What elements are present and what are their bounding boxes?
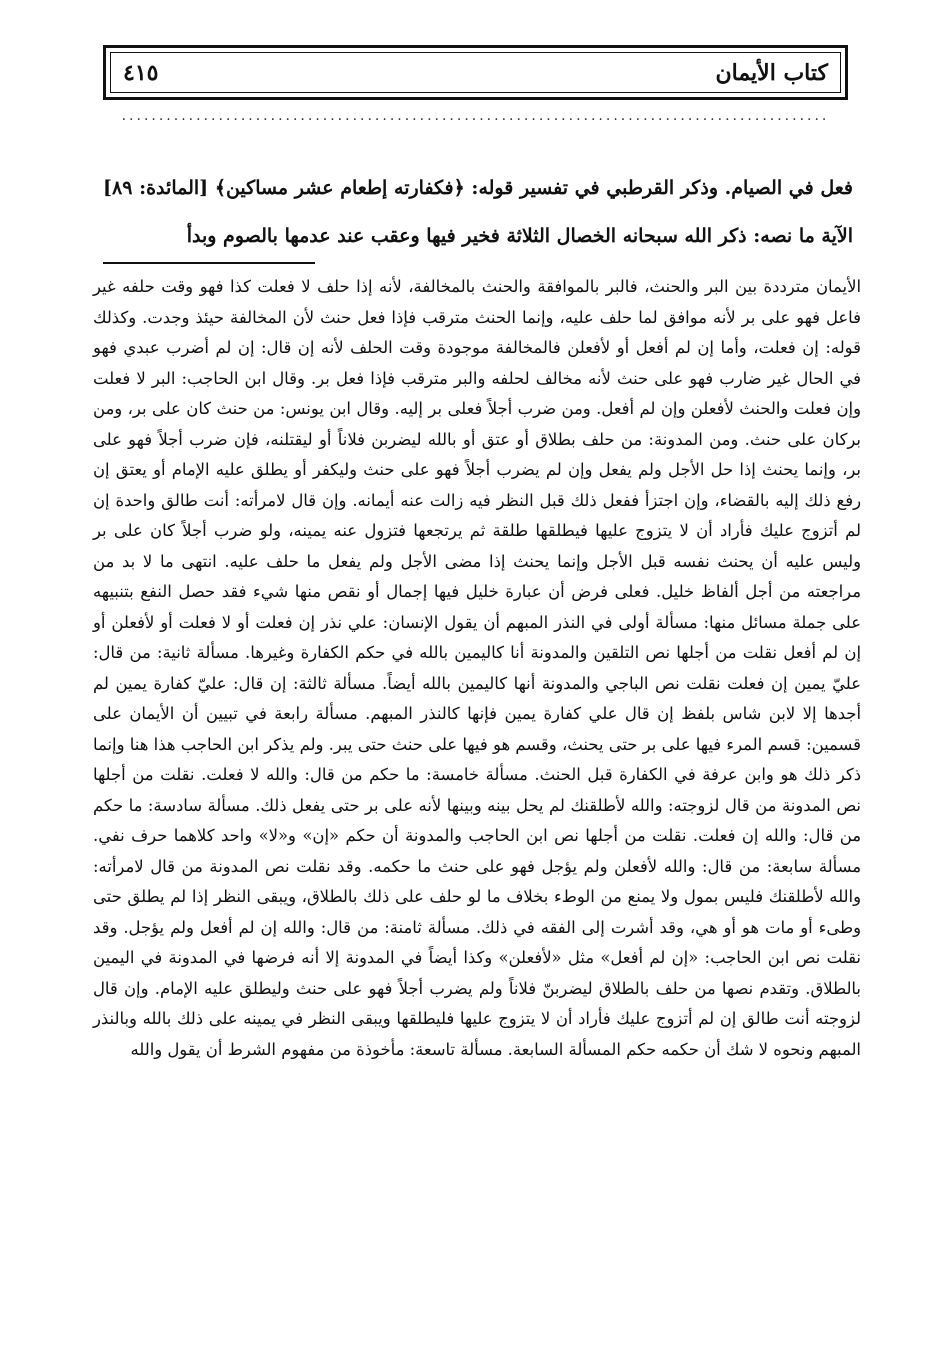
page-number: ٤١٥ [123,59,159,86]
running-header [103,45,848,100]
book-title: كتاب الأيمان [715,59,828,86]
footnote-text: الأيمان مترددة بين البر والحنث، فالبر بالموافقة والحنث بالمخالفة، لأنه إذا حلف لا فعلت كذا فهو وقت حلفه غير فاعل فهو على بر لأنه موافق لما حلف عليه، وإنما الحنث مترقب فإذا فعل حنث لأن المخالفة حيئذ وجدت. وكذلك قوله: إن فعلت، وأما إن لم أفعل أو لأفعلن فالمخالفة موجودة وقت الحلف لأنه إن قال: إن لم أضرب عبدي فهو في الحال غير ضارب فهو على حنث لأنه مخالف لحلفه والبر مترقب فإذا فعل بر. وقال ابن الحاجب: البر لا فعلت وإن فعلت والحنث لأفعلن وإن لم أفعل. ومن ضرب أجلاً فعلى بر إليه. وقال ابن يونس: من حنث كان على بر، ومن بركان على حنث. ومن المدونة: من حلف بطلاق أو عتق أو بالله ليضربن فلاناً أو ليقتلنه، فإن ضرب أجلاً فهو على بر، وإنما يحنث إذا حل الأجل ولم يفعل وإن لم يضرب أجلاً فهو على حنث وليكفر أو يطلق عليه الإمام أو يعتق إن رفع ذلك إليه بالقضاء، وإن اجتزأ ففعل ذلك قبل النظر فيه زالت عنه أيمانه. وإن قال لامرأته: أنت طالق واحدة إن لم أتزوج عليك فأراد أن لا يتزوج عليها فيطلقها طلقة ثم يرتجعها فتزول عنه يمينه، ولو ضرب أجلاً كان على بر وليس عليه أن يحنث نفسه قبل الأجل وإنما يحنث إذا مضى الأجل ولم يفعل ما حلف عليه. انتهى ما لا بد من مراجعته من أجل ألفاظ خليل. فعلى فرض أن عبارة خليل فيها إجمال أو نقص منها شيء فقد حصل النفع بتنبيهه على جملة مسائل منها: مسألة أولى في النذر المبهم أن يقول الإنسان: علي نذر إن فعلت أو لا فعلت أو لأفعلن أو إن لم أفعل نقلت من أجلها نص التلقين والمدونة أنا كاليمين بالله في حكم الكفارة وغيرها. مسألة ثانية: من قال: عليّ يمين إن فعلت نقلت نص الباجي والمدونة أنها كاليمين بالله أيضاً. مسألة ثالثة: إن قال: عليّ كفارة يمين لم أجدها إلا لابن شاس بلفظ إن قال علي كفارة يمين فإنها كالنذر المبهم. مسألة رابعة في تبيين أن الأيمان على قسمين: قسم المرء فيها على بر حتى يحنث، وقسم هو فيها على حنث حتى يبر. ولم يذكر ابن الحاجب هذا هنا وإنما ذكر ذلك هو وابن عرفة في الكفارة قبل الحنث. مسألة خامسة: ما حكم من قال: والله لا فعلت. نقلت من أجلها نص المدونة من قال لزوجته: والله لأطلقنك لم يحل بينه وبينها لأنه على بر حتى يفعل ذلك. مسألة سادسة: ما حكم من قال: والله إن فعلت. نقلت من أجلها نص ابن الحاجب والمدونة أن حكم «إن» و«لا» واحد كلاهما حرف نفي. مسألة سابعة: من قال: والله لأفعلن ولم يؤجل فهو على حنث ما حكمه. وقد نقلت نص المدونة من قال لامرأته: والله لأطلقنك فليس بمول ولا يمنع من الوطء بخلاف ما لو حلف على ذلك بالطلاق، ويبقى النظر إذا لم يطلق حتى وطىء أو مات هو أو هي، وقد أشرت إلى الفقه في ذلك. مسألة ثامنة: من قال: والله إن لم أفعل ولم يؤجل. وقد نقلت نص ابن الحاجب: «إن لم أفعل» مثل «لأفعلن» وكذا أيضاً في المدونة إلا أنه فرضها في المدونة في اليمين بالطلاق. وتقدم نصها من حلف بالطلاق ليضربنّ فلاناً ولم يضرب أجلاً فهو على حنث وليطلق عليه الإمام. وإن قال لزوجته أنت طالق إن لم أتزوج عليك فأراد أن لا يتزوج عليها فليطلقها ويبقى النظر في يمينه على ذلك بالله وبالنذر المبهم ونحوه لا شك أن حكمه حكم المسألة السابعة. مسألة تاسعة: مأخوذة من مفهوم الشرط أن يقول والله [93,277,861,1059]
footnote-rule [103,262,315,264]
dotted-separator: ............................................................................................... [121,108,830,124]
running-header-frame [110,52,841,93]
main-text: فعل في الصيام. وذكر القرطبي في تفسير قوله: ﴿فكفارته إطعام عشر مساكين﴾ [المائدة: ٨٩] الآية ما نصه: ذكر الله سبحانه الخصال الثلاثة فخير فيها وعقب عند عدمها بالصوم وبدأ [103,177,853,247]
